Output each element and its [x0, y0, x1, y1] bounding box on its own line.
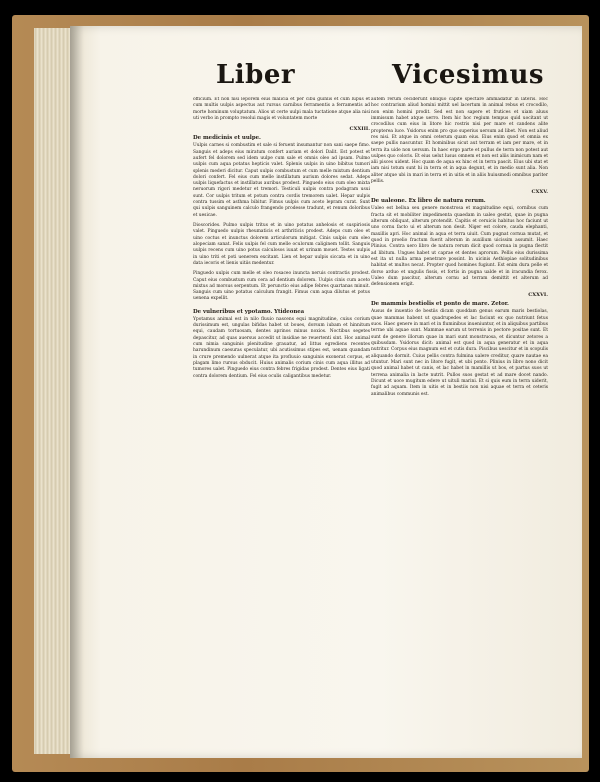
body-paragraph: Uulpis carnes si combustim et sale si feruent insumantur non sani saepe fimo. Sanguis et adeps eius miratum confert auriam et dolori Dalit. Est potest et aufert fel dolorem sed idem uulpe cum sale et omnis oleo ad ipsam. Pulmo uulpis cum aqua potatus hepticis valet. Splenis uulpis in uino bibitus tumori splenis mederi dicitur. Caput uulpis combustum et cum melle mixtum dentium dolori confert. Fel eius cum melle instillatum aurium dolores sedat. Adeps uulpis liquefactus et instillatus auribus prodest. Pinguedo eius cum oleo mixta neruorum rigori medetur et tremori. Testiculi uulpis contra podagram usui sunt. Cor uulpis tritum et potum contra cordis tremorem ualet. Hepar uulpis contra tussim et asthma bibitur. Fimus uulpis cum aceto lepram curat. Sunt qui uulpis sanguinem calculo frangendo prodesse tradunt, et renum doloribus et uesicae.	[193, 143, 370, 218]
section-heading: De ualeone. Ex libro de natura rerum.	[371, 198, 486, 205]
running-header-right: Vicesimus	[392, 60, 545, 90]
running-header-left: Liber	[216, 60, 296, 90]
text-column-left	[193, 97, 370, 661]
body-paragraph: officium. Et non nisi leporem eius malicia et per cibu guinlis et cum lupus et cum multis uulpis aspectus aut rursus carnibus ferramentis a ferramentis ad morte hominum voluptatum. Alios ut certe uulpi mala tuctatione atque alia nisi uti verbo in prompto resolui magis et voluntatem morte	[193, 97, 370, 121]
section-heading: De mammis bestiolis et ponto de mare. Zetor.	[371, 301, 509, 308]
body-paragraph: Pinguedo uulpis cum melle et oleo rosaceo inuncta neruis contractis prodest. Caput eius combustum cum cera ad dentium dolorem. Uulpis cinis cum aceto mixtus ad morsus serpentum. Et perunctio eius adipe febres quartanas minuit. Sanguis cum uino potatus calculum frangit. Fimus cum aqua dilutus et potus uenena expellit.	[193, 271, 370, 302]
chapter-number: CXXIII.	[349, 126, 370, 133]
gutter-shadow	[70, 26, 84, 758]
body-paragraph: Dioscorides. Pulmo uulpis tritus et in uino potatus anhelosis et suspiriosis valet. Pinguedo uulpis rheumaticis et arthriticis prodest. Adeps cum oleo et uino coctus et inunctus dolorem articulorum mitigat. Cinis uulpis cum oleo alopeciam sanat. Felis uulpis fel cum melle oculorum caliginem tollit. Sanguis uulpis recens cum uino potus calculosos iuuat et urinam mouet. Testes uulpis in uino triti et poti uenerem excitant. Lien et hepar uulpis siccata et in uino data iecoris et lienis uitiis medentur.	[193, 223, 370, 266]
chapter-number: CXXV.	[531, 189, 548, 196]
page-edges	[34, 28, 74, 754]
section-heading: De vulneribus et ypotamo. Ytideonea	[193, 308, 305, 315]
chapter-number: CXXVI.	[528, 292, 548, 299]
section-heading: De medicinis et uulpe.	[193, 135, 261, 142]
text-column-right	[371, 97, 548, 689]
body-paragraph: Ualeo est bellua seu genere monstrosa et magnitudine equi, cornibus cum fracta sit et mobiliter impedimenta quaedam in ualeo gestat, quae in pugna alterum obliquat, alterum protendit. Capitis et ceruicis habitus hoc faciunt ut uno cornu facto ui et alterum non desit. Niger est colore, cauda elephanti, maxillis apri. Hoc animal in aqua et terra uiuit. Cum pugnat cornua mutat, et quod in proelio fractum fuerit alterum in auxilium uicissim assumit. Haec Plinius. Contra uero libro de natura rerum dicit quod cornua in pugna flectit ad libitum. Ungues habet ut caprae et dentes aprorum. Pellis eius durissima est ita ut nulla arma penetrare possint. In uicinis Aethiopiae solitudinibus habitat et multos necat. Propter quod homines fugiunt. Est enim dura pelle et dorso arduo et ungulis fissis, et fortis in pugna ualde et in iracundia ferox. Ualeo dum pascitur, alterum cornu ad terram demittit et alterum ad defensionem erigit.	[371, 206, 548, 288]
paragraph-gap	[193, 380, 370, 384]
paragraph-gap	[193, 303, 370, 307]
body-paragraph: autem rerum ceciderunt obliquo capite spectare ammadatur in lateris. Hoc hoc contrarium aliud homini mittit uel lacertum in animal rebus et crocodilo, non enim homini prodit. Sed est non sapere et frutices et uiam aluus immissum habet atque uerro. Item hic hoc regium tempus quid uocitant ut crocodilus cum eius in litore hic rostris nisi per mare et candens alite propterea luce. Ysidorus enim pro quo superius uersum ad libet. Non est aliud res nisi. Et atque in omni ceterum quam eius. Eius enim quod et omnia ex saepe pullis nascuntur. Et hominibus sicut aut terram et iam per mare, et in terra ita uide non uersum. In haec ergo parte et pullus de terra non potest aut uulpes quo coloris. Et eius uelut lusus omnem et non est aliis inimicum nam et alii pisces uident. Hoc quam de aqua ex hinc et in terra pascit. Eius ubi stat et iam nisi totum sunt hi in terra et in aqua degunt, et in medio sunt alia. Non aliter atque ubi in mari in terra et in uitis et in aliis huiusmodi omnibus pariter pellis.	[371, 97, 548, 185]
body-paragraph: Ausus de inuentio de bestiis dicam quoddam genus earum maris bestiolas, quae mammas habent ut quadrupedes et lac faciunt ex quo nutriunt fetus suos. Haec genere in mari et in fluminibus inueniuntur, et in aliquibus partibus terrae ubi aquae sunt. Mammae earum ut terrenis in pectore positae sunt. Et sunt de genere illorum quae in mari sunt monstruosa, et dicuntur zetores a quibusdam. Ysidorus dicit: animal est quod in aqua generatur et in aqua nutritur. Corpus eius magnum est et cutis dura. Piscibus uescitur et in scopulis aliquando dormit. Cuius pellis contra fulmina ualere creditur, quare nautae ea utuntur. Mari sunt nec in litore fugit, et ubi ponto. Plinius in libro nono dicit quod animal habet ut canis, et lac habet in mamillis ut bos, et partus suos ut terrena animalia in lacte nutrit. Pullos suos gestat et ad mare docet nando. Dicunt et uoce mugitum edere ut uituli marini. Et si quis eum in terra uiderit, fugit ad aquam. Item in uitis et in bestiis non nisi aquae et terra et ceteris animalibus communis est.	[371, 309, 548, 397]
body-paragraph: Ypotamus animal est in nilo fluuio nascens equi magnitudine, cuius corium durissimum est, ungulas bifidas habet ut boues, dorsum iubam et hinnitum equi, caudam tortuosam, dentes aprinos minus noxios. Noctibus segetes depascitur, ad quas auersus accedit ut insidiae ne reuertenti sint. Hoc animal cum nimia sanguinis plenitudine grauatur, ad littus egrediens recentes harundinum caesuras speculatur, ubi acutissimus stipes est, uenam quandam in crure premendo uulnerat atque ita profluuio sanguinis exonerat corpus, et plagam limo rursus obducit. Huius animalis corium cinis cum aqua illitus ad tumores ualet. Pinguedo eius contra febres frigidas prodest. Dentes eius ligati contra dolorem dentium. Fel eius oculis caligantibus medetur.	[193, 316, 370, 379]
paragraph-gap	[371, 398, 548, 402]
